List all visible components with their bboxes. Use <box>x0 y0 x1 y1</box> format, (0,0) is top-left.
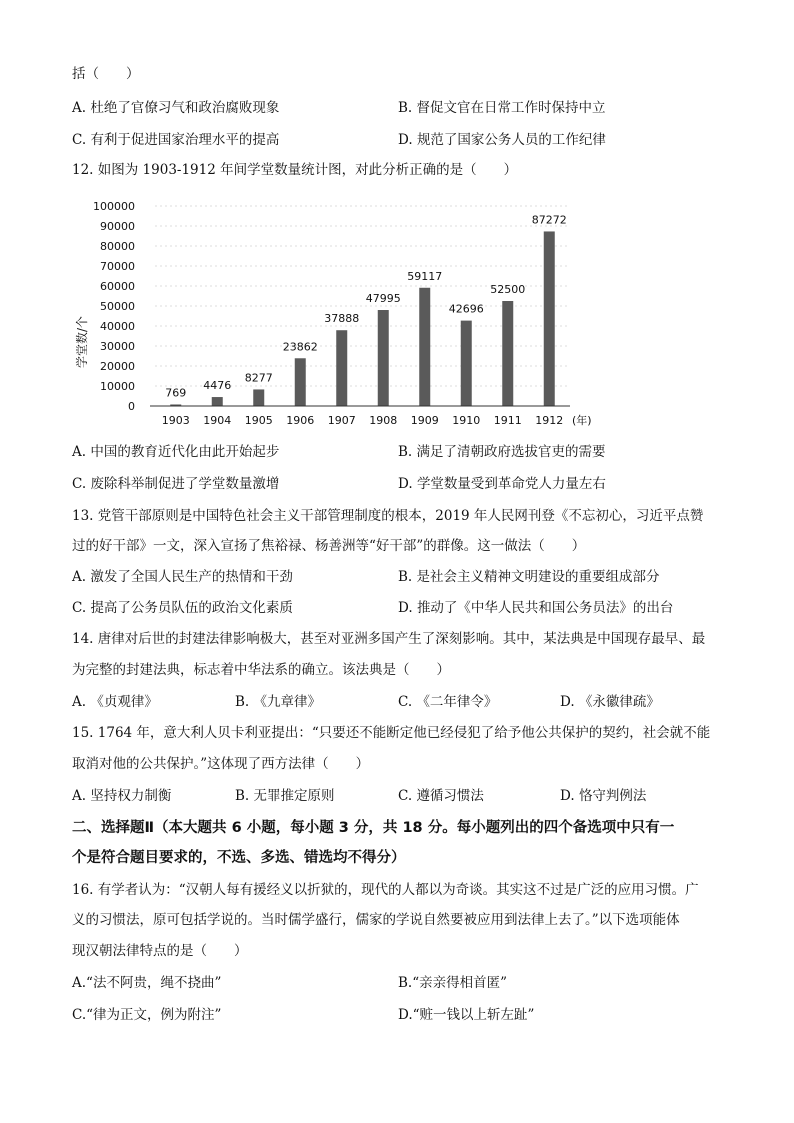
q15-stem-line-2: 取消对他的公共保护。”这体现了西方法律（ ） <box>72 756 370 772</box>
option-letter: C. <box>72 1007 87 1023</box>
q16-option-c[interactable] <box>72 1005 221 1025</box>
q15-option-b[interactable] <box>235 786 335 806</box>
option-letter: B. <box>235 694 250 710</box>
chart-data-label-1909: 59117 <box>407 269 443 283</box>
chart-bar-1912 <box>544 231 555 406</box>
chart-y-ticks <box>93 200 135 413</box>
option-text: 恪守判例法 <box>578 788 647 804</box>
chart-data-label-1912: 87272 <box>531 213 567 227</box>
chart-x-tick-label: 1909 <box>410 414 439 427</box>
q14-option-a[interactable] <box>72 692 158 712</box>
chart-y-axis-label: 学堂数/个 <box>75 315 89 369</box>
option-text: 满足了清朝政府选拔官吏的需要 <box>416 444 606 460</box>
option-text: 《九章律》 <box>253 694 322 710</box>
option-text: “赃一钱以上斩左趾” <box>412 1007 535 1023</box>
q12-option-d[interactable] <box>398 474 606 494</box>
chart-y-tick-label: 40000 <box>100 320 135 333</box>
chart-y-tick-label: 50000 <box>100 300 135 313</box>
option-text: 杜绝了官僚习气和政治腐败现象 <box>90 100 280 116</box>
option-text: 学堂数量受到革命党人力量左右 <box>416 476 606 492</box>
option-letter: A. <box>72 444 87 460</box>
chart-x-tick-label: 1912 <box>535 414 564 427</box>
q16-option-a[interactable] <box>72 973 221 993</box>
option-letter: B. <box>398 444 413 460</box>
q11-option-b[interactable] <box>398 98 606 118</box>
q14-stem-line-1: 14. 唐律对后世的封建法律影响极大，甚至对亚洲多国产生了深刻影响。其中，某法典是中国现存最早、最 <box>72 631 706 647</box>
q13-option-a[interactable] <box>72 567 293 587</box>
q14-stem-line-2: 为完整的封建法典，标志着中华法系的确立。该法典是（ ） <box>72 662 450 678</box>
q12-option-a[interactable] <box>72 442 279 462</box>
q11-option-d[interactable] <box>398 130 606 150</box>
q11-stem-tail: 括（ ） <box>72 66 140 82</box>
chart-bar-1910 <box>461 321 472 406</box>
chart-x-tick-label: 1910 <box>452 414 481 427</box>
chart-data-label-1903: 769 <box>165 386 187 400</box>
chart-y-tick-label: 70000 <box>100 260 135 273</box>
option-text: 《永徽律疏》 <box>578 694 660 710</box>
q15-option-a[interactable] <box>72 786 171 806</box>
option-letter: D. <box>398 476 413 492</box>
q14-option-d[interactable] <box>560 692 660 712</box>
option-letter: A. <box>72 100 87 116</box>
chart-y-tick-label: 60000 <box>100 280 135 293</box>
option-text: 无罪推定原则 <box>253 788 335 804</box>
q11-option-c[interactable] <box>72 130 279 150</box>
option-letter: D. <box>398 132 413 148</box>
option-letter: C. <box>398 788 413 804</box>
q14-option-c[interactable] <box>398 692 497 712</box>
option-text: 是社会主义精神文明建设的重要组成部分 <box>416 569 660 585</box>
option-letter: A. <box>72 569 87 585</box>
option-text: 遵循习惯法 <box>416 788 484 804</box>
chart-data-label-1907: 37888 <box>324 312 360 326</box>
option-text: 中国的教育近代化由此开始起步 <box>90 444 280 460</box>
chart-x-tick-label: 1904 <box>203 414 232 427</box>
chart-data-label-1906: 23862 <box>282 340 318 354</box>
q14-option-b[interactable] <box>235 692 321 712</box>
chart-bar-1904 <box>212 397 223 406</box>
option-text: 废除科举制促进了学堂数量激增 <box>90 476 280 492</box>
chart-x-axis-label: (年) <box>572 414 592 427</box>
chart-data-label-1908: 47995 <box>365 292 401 306</box>
chart-bar-1905 <box>253 389 264 406</box>
option-letter: B. <box>235 788 250 804</box>
option-letter: D. <box>398 600 413 616</box>
option-letter: B. <box>398 569 413 585</box>
option-letter: B. <box>398 100 413 116</box>
option-text: 激发了全国人民生产的热情和干劲 <box>90 569 293 585</box>
chart-y-tick-label: 20000 <box>100 360 135 373</box>
chart-y-tick-label: 0 <box>128 400 135 413</box>
chart-bar-1908 <box>378 310 389 406</box>
school-count-bar-chart <box>70 192 600 432</box>
option-letter: C. <box>72 476 87 492</box>
option-letter: A. <box>72 975 87 991</box>
option-text: 督促文官在日常工作时保持中立 <box>416 100 606 116</box>
chart-bar-1909 <box>419 288 430 406</box>
chart-y-tick-label: 30000 <box>100 340 135 353</box>
q16-option-b[interactable] <box>398 973 507 993</box>
option-letter: B. <box>398 975 413 991</box>
q13-option-d[interactable] <box>398 598 673 618</box>
q13-option-c[interactable] <box>72 598 293 618</box>
option-letter: D. <box>398 1007 413 1023</box>
chart-data-label-1911: 52500 <box>490 283 526 296</box>
option-letter: C. <box>72 132 87 148</box>
chart-y-tick-label: 90000 <box>100 220 135 233</box>
chart-x-tick-label: 1906 <box>286 414 315 427</box>
option-text: 提高了公务员队伍的政治文化素质 <box>90 600 293 616</box>
chart-x-tick-label: 1903 <box>161 414 190 427</box>
option-letter: A. <box>72 788 87 804</box>
option-text: “法不阿贵，绳不挠曲” <box>86 975 222 991</box>
option-text: 推动了《中华人民共和国公务员法》的出台 <box>416 600 674 616</box>
section-2-heading-line-1: 二、选择题Ⅱ（本大题共 6 小题，每小题 3 分，共 18 分。每小题列出的四个备选项中只有一 <box>72 820 675 836</box>
q13-stem-line-2: 过的好干部》一文，深入宣扬了焦裕禄、杨善洲等“好干部”的群像。这一做法（ ） <box>72 538 586 554</box>
chart-data-label-1904: 4476 <box>203 379 232 393</box>
option-text: “律为正文，例为附注” <box>86 1007 222 1023</box>
q15-stem-line-1: 15. 1764 年，意大利人贝卡利亚提出：“只要还不能断定他已经侵犯了给予他公共保护的契约，社会就不能 <box>72 725 711 741</box>
chart-x-tick-label: 1908 <box>369 414 398 427</box>
chart-x-tick-label: 1907 <box>327 414 356 427</box>
q15-option-d[interactable] <box>560 786 646 806</box>
q12-stem: 12. 如图为 1903-1912 年间学堂数量统计图，对此分析正确的是（ ） <box>72 162 518 178</box>
section-2-heading-line-2: 个是符合题目要求的，不选、多选、错选均不得分） <box>72 850 406 866</box>
chart-bar-1907 <box>336 330 347 406</box>
q13-stem-line-1: 13. 党管干部原则是中国特色社会主义干部管理制度的根本，2019 年人民网刊登《不忘初心，习近平点赞 <box>72 508 704 524</box>
option-letter: D. <box>560 788 575 804</box>
option-text: “亲亲得相首匿” <box>412 975 508 991</box>
chart-x-tick-label: 1905 <box>244 414 273 427</box>
q13-option-b[interactable] <box>398 567 660 587</box>
q12-option-b[interactable] <box>398 442 606 462</box>
option-text: 《贞观律》 <box>90 694 158 710</box>
chart-x-ticks <box>162 414 564 427</box>
chart-y-tick-label: 100000 <box>93 200 135 213</box>
option-text: 有利于促进国家治理水平的提高 <box>90 132 280 148</box>
option-text: 《二年律令》 <box>416 694 498 710</box>
q12-option-c[interactable] <box>72 474 279 494</box>
q16-option-d[interactable] <box>398 1005 534 1025</box>
option-letter: A. <box>72 694 87 710</box>
q11-option-a[interactable] <box>72 98 279 118</box>
q15-option-c[interactable] <box>398 786 484 806</box>
chart-y-tick-label: 10000 <box>100 380 135 393</box>
chart-y-tick-label: 80000 <box>100 240 135 253</box>
chart-bar-1911 <box>502 301 513 406</box>
option-letter: C. <box>398 694 413 710</box>
chart-data-label-1905: 8277 <box>244 371 273 385</box>
chart-x-tick-label: 1911 <box>493 414 522 427</box>
chart-data-label-1910: 42696 <box>448 302 484 316</box>
option-letter: C. <box>72 600 87 616</box>
chart-bar-1906 <box>295 358 306 406</box>
option-letter: D. <box>560 694 575 710</box>
q16-stem-line-3: 现汉朝法律特点的是（ ） <box>72 943 248 959</box>
q16-stem-line-2: 义的习惯法，原可包括学说的。当时儒学盛行，儒家的学说自然要被应用到法律上去了。”以下选项能体 <box>72 912 680 928</box>
option-text: 坚持权力制衡 <box>90 788 172 804</box>
q16-stem-line-1: 16. 有学者认为：“汉朝人每有援经义以折狱的，现代的人都以为奇谈。其实这不过是广泛的应用习惯。广 <box>72 882 699 898</box>
option-text: 规范了国家公务人员的工作纪律 <box>416 132 606 148</box>
